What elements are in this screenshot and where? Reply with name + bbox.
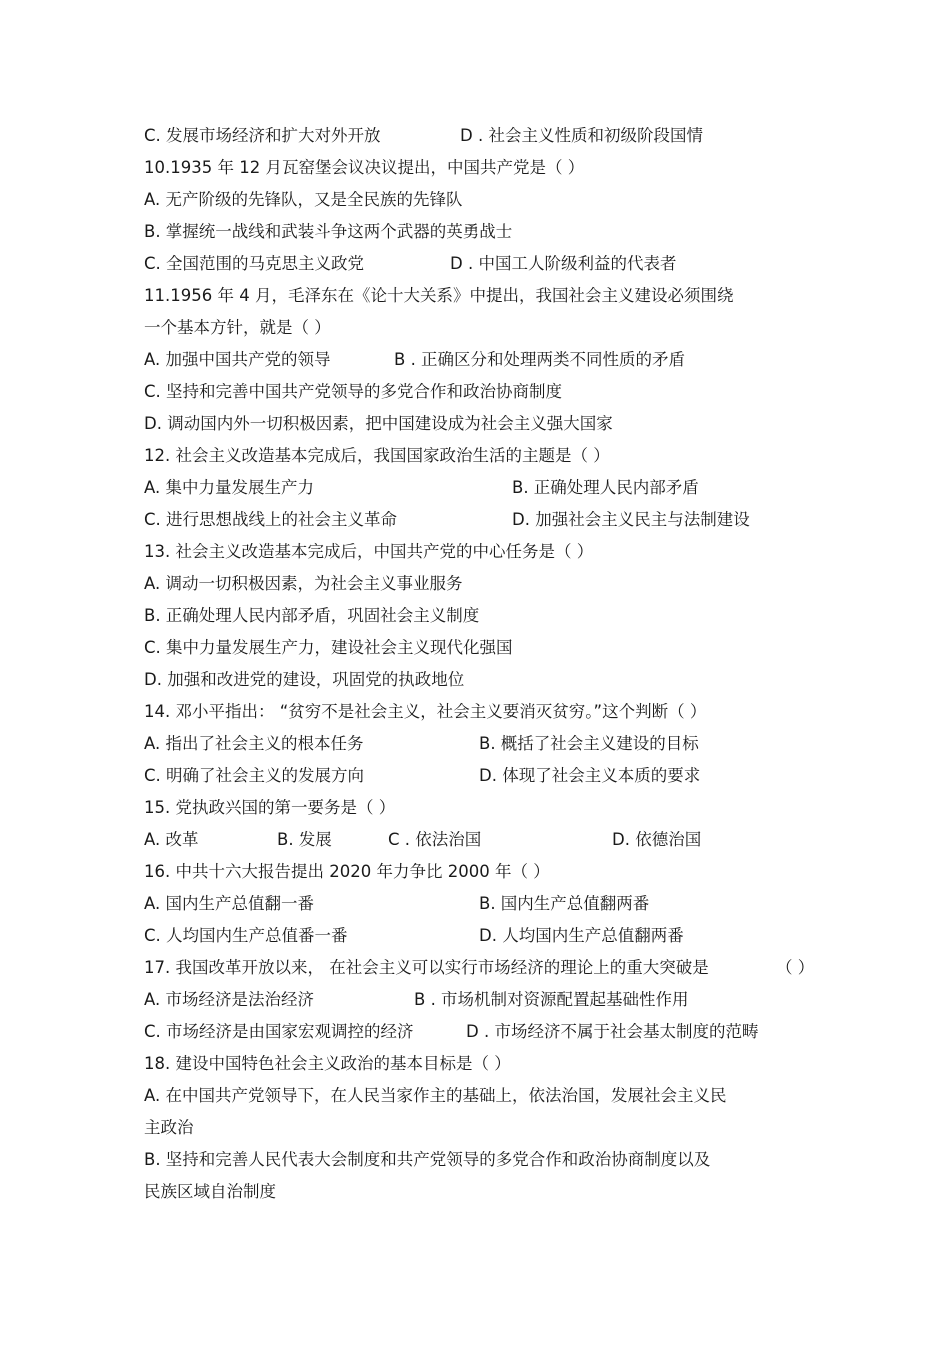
line-text: C. 集中力量发展生产力，建设社会主义现代化强国 bbox=[144, 638, 513, 657]
text-line bbox=[144, 190, 824, 210]
text-line bbox=[144, 510, 824, 530]
text-line bbox=[144, 638, 824, 658]
line-text: A. 指出了社会主义的根本任务 bbox=[144, 734, 364, 753]
line-text: 民族区域自治制度 bbox=[144, 1182, 276, 1201]
option-text: B. 概括了社会主义建设的目标 bbox=[479, 734, 699, 753]
line-text: 14. 邓小平指出： “贫穷不是社会主义，社会主义要消灭贫穷。”这个判断（ ） bbox=[144, 702, 707, 721]
option-text: D. 人均国内生产总值翻两番 bbox=[479, 926, 684, 945]
line-text: C. 发展市场经济和扩大对外开放 bbox=[144, 126, 381, 145]
option-text: D . 市场经济不属于社会基太制度的范畴 bbox=[466, 1022, 759, 1041]
text-line bbox=[144, 350, 824, 370]
text-line bbox=[144, 702, 824, 722]
text-line bbox=[144, 606, 824, 626]
text-line bbox=[144, 670, 824, 690]
line-text: A. 无产阶级的先锋队，又是全民族的先锋队 bbox=[144, 190, 463, 209]
text-line bbox=[144, 734, 824, 754]
text-line bbox=[144, 1054, 824, 1074]
text-line bbox=[144, 1150, 824, 1170]
line-text: 主政治 bbox=[144, 1118, 194, 1137]
text-line bbox=[144, 830, 824, 850]
line-text: 16. 中共十六大报告提出 2020 年力争比 2000 年（ ） bbox=[144, 862, 550, 881]
line-text: 15. 党执政兴国的第一要务是（ ） bbox=[144, 798, 396, 817]
option-text: B. 正确处理人民内部矛盾 bbox=[512, 478, 699, 497]
text-line bbox=[144, 862, 824, 882]
text-line bbox=[144, 542, 824, 562]
line-text: B. 坚持和完善人民代表大会制度和共产党领导的多党合作和政治协商制度以及 bbox=[144, 1150, 711, 1169]
line-text: A. 加强中国共产党的领导 bbox=[144, 350, 331, 369]
line-text: 10.1935 年 12 月瓦窑堡会议决议提出，中国共产党是（ ） bbox=[144, 158, 585, 177]
option-text: B. 发展 bbox=[277, 830, 332, 849]
line-text: C. 市场经济是由国家宏观调控的经济 bbox=[144, 1022, 414, 1041]
option-text: D . 中国工人阶级利益的代表者 bbox=[450, 254, 677, 273]
text-line bbox=[144, 798, 824, 818]
text-line bbox=[144, 318, 824, 338]
line-text: B. 掌握统一战线和武装斗争这两个武器的英勇战士 bbox=[144, 222, 513, 241]
line-text: C. 人均国内生产总值番一番 bbox=[144, 926, 348, 945]
option-text: D . 社会主义性质和初级阶段国情 bbox=[460, 126, 703, 145]
line-text: A. 改革 bbox=[144, 830, 199, 849]
text-line bbox=[144, 958, 824, 978]
line-text: A. 在中国共产党领导下，在人民当家作主的基础上，依法治国，发展社会主义民 bbox=[144, 1086, 727, 1105]
line-text: A. 集中力量发展生产力 bbox=[144, 478, 314, 497]
line-text: A. 市场经济是法治经济 bbox=[144, 990, 314, 1009]
text-line bbox=[144, 926, 824, 946]
line-text: 11.1956 年 4 月，毛泽东在《论十大关系》中提出，我国社会主义建设必须围绕 bbox=[144, 286, 734, 305]
text-line bbox=[144, 990, 824, 1010]
text-line bbox=[144, 254, 824, 274]
text-line bbox=[144, 894, 824, 914]
option-text: D. 依德治国 bbox=[612, 830, 702, 849]
line-text: 13. 社会主义改造基本完成后，中国共产党的中心任务是（ ） bbox=[144, 542, 594, 561]
option-text: B. 国内生产总值翻两番 bbox=[479, 894, 650, 913]
line-text: C. 坚持和完善中国共产党领导的多党合作和政治协商制度 bbox=[144, 382, 563, 401]
line-text: A. 国内生产总值翻一番 bbox=[144, 894, 314, 913]
text-line bbox=[144, 574, 824, 594]
text-line bbox=[144, 1182, 824, 1202]
option-text: D. 加强社会主义民主与法制建设 bbox=[512, 510, 750, 529]
line-text: 18. 建设中国特色社会主义政治的基本目标是（ ） bbox=[144, 1054, 511, 1073]
line-text: C. 明确了社会主义的发展方向 bbox=[144, 766, 365, 785]
line-text: D. 加强和改进党的建设，巩固党的执政地位 bbox=[144, 670, 465, 689]
text-line bbox=[144, 1086, 824, 1106]
option-text: B . 正确区分和处理两类不同性质的矛盾 bbox=[394, 350, 686, 369]
text-line bbox=[144, 286, 824, 306]
option-text: D. 体现了社会主义本质的要求 bbox=[479, 766, 701, 785]
text-line bbox=[144, 382, 824, 402]
line-text: D. 调动国内外一切积极因素，把中国建设成为社会主义强大国家 bbox=[144, 414, 613, 433]
text-line bbox=[144, 222, 824, 242]
text-line bbox=[144, 414, 824, 434]
text-line bbox=[144, 1022, 824, 1042]
text-line bbox=[144, 126, 824, 146]
line-text: C. 进行思想战线上的社会主义革命 bbox=[144, 510, 398, 529]
option-text: B . 市场机制对资源配置起基础性作用 bbox=[414, 990, 689, 1009]
option-text: （ ） bbox=[776, 958, 815, 977]
line-text: 一个基本方针，就是（ ） bbox=[144, 318, 331, 337]
text-line bbox=[144, 1118, 824, 1138]
line-text: C. 全国范围的马克思主义政党 bbox=[144, 254, 365, 273]
line-text: B. 正确处理人民内部矛盾，巩固社会主义制度 bbox=[144, 606, 480, 625]
text-line bbox=[144, 158, 824, 178]
text-line bbox=[144, 446, 824, 466]
text-line bbox=[144, 766, 824, 786]
text-line bbox=[144, 478, 824, 498]
option-text: C . 依法治国 bbox=[388, 830, 482, 849]
line-text: A. 调动一切积极因素，为社会主义事业服务 bbox=[144, 574, 463, 593]
line-text: 12. 社会主义改造基本完成后，我国国家政治生活的主题是（ ） bbox=[144, 446, 610, 465]
line-text: 17. 我国改革开放以来， 在社会主义可以实行市场经济的理论上的重大突破是 bbox=[144, 958, 709, 977]
